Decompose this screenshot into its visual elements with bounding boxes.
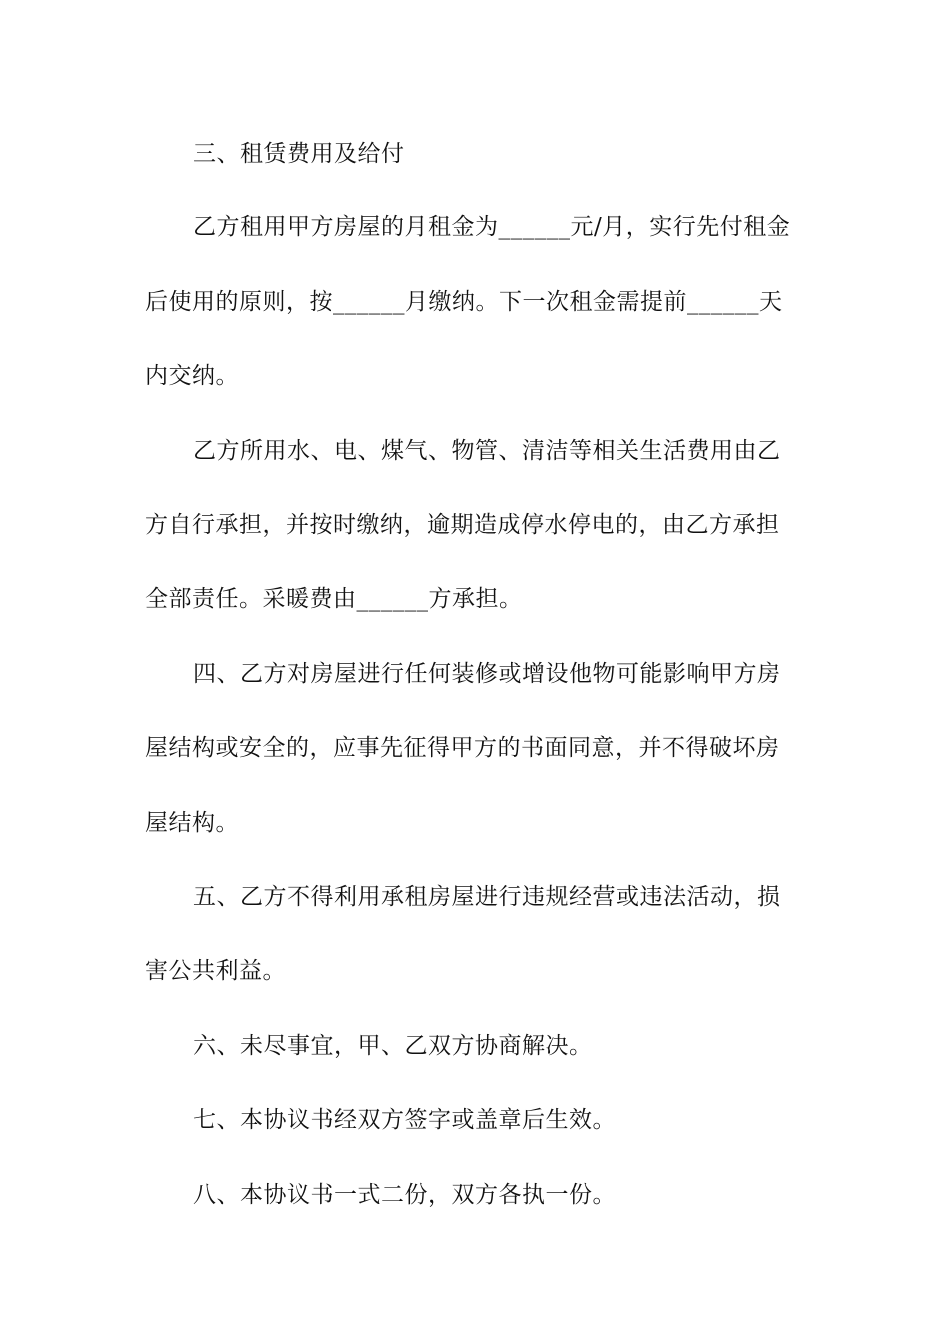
paragraph-line: 害公共利益。	[145, 958, 286, 984]
paragraph-line: 屋结构或安全的，应事先征得甲方的书面同意，并不得破坏房	[145, 735, 780, 761]
paragraph-line: 内交纳。	[145, 363, 239, 389]
paragraph-line: 乙方租用甲方房屋的月租金为______元/月，实行先付租金	[193, 214, 791, 240]
paragraph-line: 方自行承担，并按时缴纳，逾期造成停水停电的，由乙方承担	[145, 512, 780, 538]
clause-six: 六、未尽事宜，甲、乙双方协商解决。	[193, 1033, 593, 1059]
clause-five: 五、乙方不得利用承租房屋进行违规经营或违法活动，损	[193, 884, 781, 910]
clause-four: 四、乙方对房屋进行任何装修或增设他物可能影响甲方房	[193, 661, 781, 687]
clause-eight: 八、本协议书一式二份，双方各执一份。	[193, 1182, 616, 1208]
paragraph-line: 后使用的原则，按______月缴纳。下一次租金需提前______天	[145, 289, 783, 315]
clause-seven: 七、本协议书经双方签字或盖章后生效。	[193, 1107, 616, 1133]
paragraph-line: 全部责任。采暖费由______方承担。	[145, 586, 523, 612]
section-heading-rent-payment: 三、租赁费用及给付	[193, 141, 405, 167]
paragraph-line: 屋结构。	[145, 810, 239, 836]
paragraph-line: 乙方所用水、电、煤气、物管、清洁等相关生活费用由乙	[193, 438, 781, 464]
